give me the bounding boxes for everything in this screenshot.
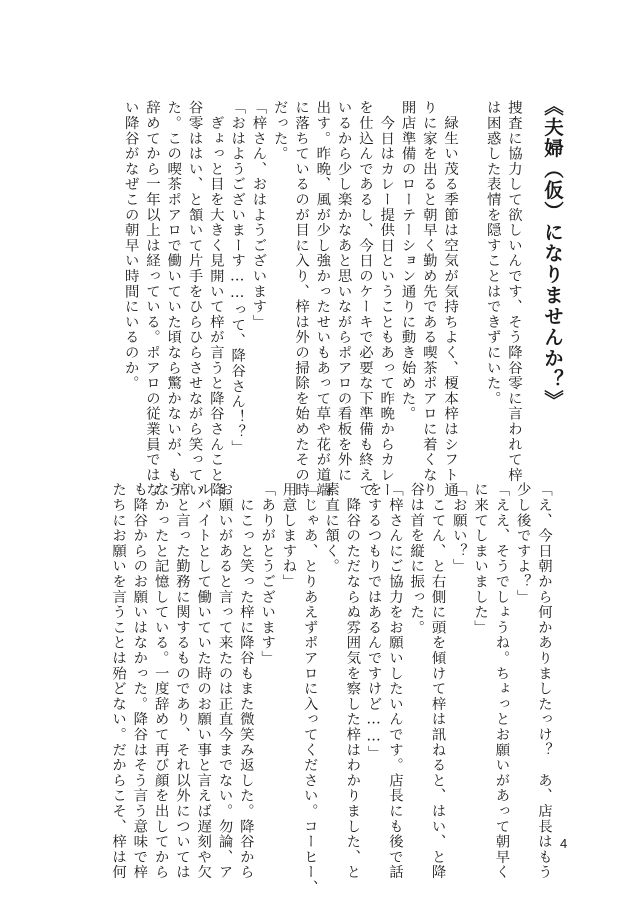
upper-text-line: を仕込んであるし、今日のケーキで必要な下準備も終えて: [356, 100, 373, 498]
upper-text-line: ぎょっと目を大きく見開いて梓が言うと降谷さんこと降: [207, 100, 224, 498]
upper-text-line: 谷零ははい、と頷いて片手をひらひらさせながら笑ってい: [186, 100, 203, 498]
lower-text-line: 用意しますね」: [280, 482, 297, 590]
upper-text-line: た。この喫茶ポアロで働いていた頃なら驚かないが、もう: [165, 100, 182, 498]
upper-text-line: だった。: [271, 100, 288, 162]
upper-text-line: 出す。昨晩、風が少し強かったせいもあって草や花が道端: [314, 100, 331, 498]
lower-text-line: 「梓さんにご協力をお願いしたいんです。店長にも後で話: [386, 482, 403, 880]
lower-text-line: お願いがあると言って来たのは正直今までない。勿論、ア: [216, 482, 233, 880]
lower-text-line: たちにお願いを言うことは殆どない。だからこそ、梓は何: [110, 482, 127, 880]
lower-text-line: 「じゃあ、とりあえずポアロに入ってください。コーヒー、: [301, 482, 318, 896]
upper-text-line: 辞めてから一年以上は経っている。ポアロの従業員ではな: [143, 100, 160, 498]
upper-text-line: は困惑した表情を隠すことはできずにいた。: [484, 100, 501, 406]
upper-text-line: 捜査に協力して欲しいんです、そう降谷零に言われて梓: [506, 100, 522, 483]
lower-text-line: 降谷のただならぬ雰囲気を察した梓はわかりました、と: [344, 482, 361, 880]
lower-text-line: をするつもりではあるんですけど……」: [365, 482, 382, 761]
upper-text-line: 開店準備のローテーション通りに動き始めた。: [399, 100, 416, 422]
upper-text-line: 「梓さん、おはようございます」: [250, 100, 267, 330]
lower-text-line: 「ありがとうございます」: [259, 482, 276, 666]
upper-text-line: に落ちているのが目に入り、梓は外の掃除を始めたその時: [293, 100, 310, 498]
lower-text-line: 席と言った勤務に関するものであり、それ以外については: [173, 482, 190, 880]
lower-text-line: 少し後ですよ？」: [514, 482, 531, 605]
upper-text-line: 緑生い茂る季節は空気が気持ちよく、榎本梓はシフト通: [442, 100, 459, 498]
lower-text-block: [92, 482, 554, 896]
upper-text-line: いるから少し楽かなあと思いながらポアロの看板を外に: [335, 100, 352, 483]
upper-text-block: [94, 100, 524, 498]
upper-text-line: りに家を出ると朝早く勤め先である喫茶ポアロに着くなり: [420, 100, 437, 498]
upper-text-line: い降谷がなぜこの朝早い時間にいるのか。: [122, 100, 139, 391]
upper-text-line: 今日はカレー提供日ということもあって昨晩からカレー: [378, 100, 395, 498]
lower-text-line: 「え、今日朝から何かありましたっけ？ あ、店長はもう: [536, 482, 552, 880]
lower-text-line: こてん、と右側に頭を傾けて梓は訊ねると、はい、と降: [429, 482, 446, 880]
lower-text-line: 「お願い？」: [450, 482, 467, 574]
lower-text-line: も降谷からのお願いはなかった。降谷はそう言う意味で梓: [131, 482, 148, 880]
lower-text-line: 素直に頷く。: [323, 482, 340, 574]
upper-text-line: 「おはようございまーす……って、降谷さん！？」: [229, 100, 246, 456]
chapter-title: 《夫婦（仮）になりませんか？》: [541, 96, 564, 411]
lower-text-line: なかったと記憶している。一度辞めて再び顔を出してから: [152, 482, 169, 880]
lower-text-line: 谷は首を縦に振った。: [408, 482, 425, 635]
lower-text-line: 「ええ、そうでしょうね。ちょっとお願いがあって朝早く: [493, 482, 510, 880]
page-number: 4: [560, 836, 568, 851]
lower-text-line: にこっと笑った梓に降谷もまた微笑み返した。降谷から: [237, 482, 254, 880]
upper-text-line: [460, 100, 481, 440]
lower-text-line: に来てしまいました」: [472, 482, 489, 635]
lower-text-line: ルバイトとして働いていた時のお願い事と言えば遅刻や欠: [195, 482, 212, 880]
